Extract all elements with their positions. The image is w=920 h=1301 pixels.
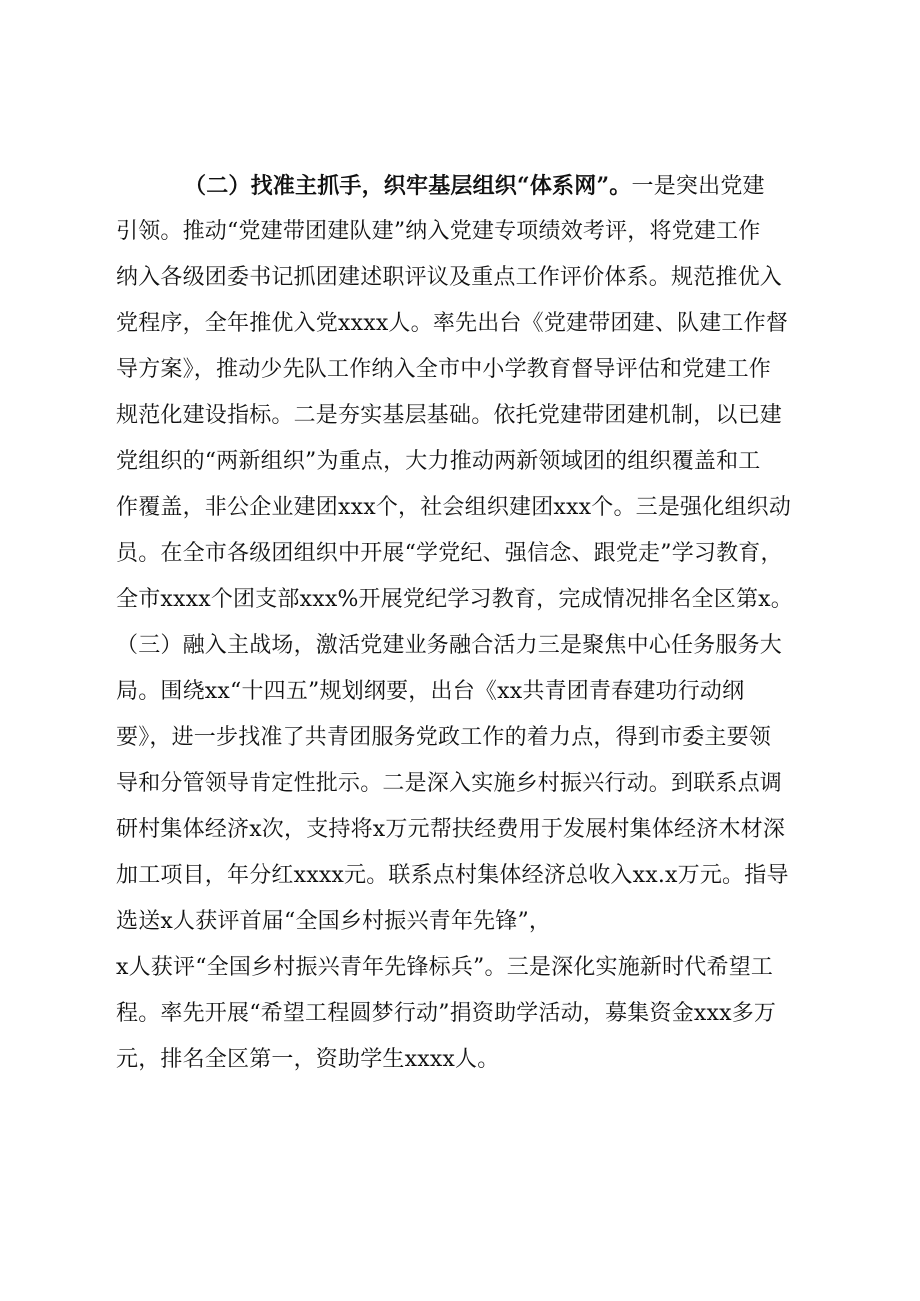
paragraph-line-8: 作覆盖，非公企业建团xxx个，社会组织建团xxx个。三是强化组织动 xyxy=(116,495,792,520)
paragraph-line-3: 纳入各级团委书记抓团建述职评议及重点工作评价体系。规范推优入 xyxy=(116,265,783,290)
paragraph-line-7: 党组织的“两新组织”为重点，大力推动两新领域团的组织覆盖和工 xyxy=(116,449,761,474)
paragraph-line-10: 全市xxxx个团支部xxx%开展党纪学习教育，完成情况排名全区第x。 xyxy=(116,587,793,612)
line-text-1: 一是突出党建 xyxy=(631,174,765,199)
section-three-line-2: 局。围绕xx“十四五”规划纲要，出台《xx共青团青春建功行动纲 xyxy=(116,679,745,704)
paragraph-line-9: 员。在全市各级团组织中开展“学党纪、强信念、跟党走”学习教育， xyxy=(116,541,783,566)
section-three-line-5: 研村集体经济x次，支持将x万元帮扶经费用于发展村集体经济木材深 xyxy=(116,817,786,842)
section-three-line-7: 选送x人获评首届“全国乡村振兴青年先锋”， xyxy=(116,909,552,934)
section-three-line-6: 加工项目，年分红xxxx元。联系点村集体经济总收入xx.x万元。指导 xyxy=(116,863,789,888)
paragraph-line-4: 党程序，全年推优入党xxxx人。率先出台《党建带团建、队建工作督 xyxy=(116,311,789,336)
section-heading-two: （二）找准主抓手，织牢基层组织“体系网”。 xyxy=(184,173,632,199)
section-three-line-1: （三）融入主战场，激活党建业务融合活力三是聚焦中心任务服务大 xyxy=(116,633,783,658)
section-three-line-4: 导和分管领导肯定性批示。二是深入实施乡村振兴行动。到联系点调 xyxy=(116,771,783,796)
section-three-line-9: 程。率先开展“希望工程圆梦行动”捐资助学活动，募集资金xxx多万 xyxy=(116,1001,777,1026)
paragraph-line-5: 导方案》，推动少先队工作纳入全市中小学教育督导评估和党建工作 xyxy=(116,357,772,382)
section-three-line-3: 要》，进一步找准了共青团服务党政工作的着力点，得到市委主要领 xyxy=(116,725,772,750)
section-three-line-10: 元，排名全区第一，资助学生xxxx人。 xyxy=(116,1047,500,1072)
paragraph-line-6: 规范化建设指标。二是夯实基层基础。依托党建带团建机制，以已建 xyxy=(116,403,783,428)
paragraph-line-1 xyxy=(184,166,836,206)
paragraph-line-2: 引领。推动“党建带团建队建”纳入党建专项绩效考评，将党建工作 xyxy=(116,219,761,244)
section-three-line-8: x人获评“全国乡村振兴青年先锋标兵”。三是深化实施新时代希望工 xyxy=(116,955,774,980)
